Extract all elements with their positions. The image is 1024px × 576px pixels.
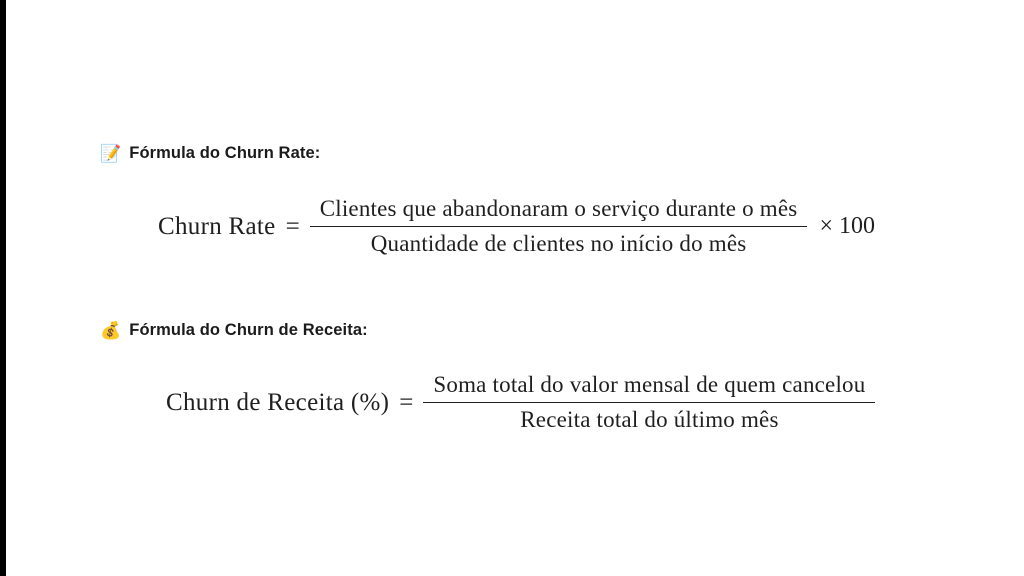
memo-icon: 📝 <box>100 144 122 163</box>
section-heading-label: Fórmula do Churn Rate: <box>129 144 321 162</box>
section-heading-label: Fórmula do Churn de Receita: <box>129 321 368 339</box>
formula-equals: = <box>399 388 414 416</box>
formula-fraction <box>310 196 808 257</box>
formula-fraction <box>423 372 875 433</box>
money-bag-icon: 💰 <box>100 321 122 340</box>
left-edge-bar <box>0 0 6 576</box>
formula-numerator: Soma total do valor mensal de quem cancelou <box>433 372 866 397</box>
formula-lhs: Churn de Receita (%) <box>166 388 390 416</box>
section-heading-churn-rate <box>100 144 320 163</box>
formula-equals: = <box>285 212 300 240</box>
formula-numerator: Clientes que abandonaram o serviço durante o mês <box>319 196 798 221</box>
formula-multiplier: × 100 <box>819 213 875 240</box>
formula-lhs: Churn Rate <box>158 212 276 240</box>
formula-denominator: Receita total do último mês <box>520 407 779 433</box>
formula-denominator: Quantidade de clientes no início do mês <box>370 231 747 257</box>
formula-churn-receita <box>166 372 887 433</box>
formula-churn-rate <box>158 196 875 257</box>
section-heading-churn-receita <box>100 321 368 340</box>
